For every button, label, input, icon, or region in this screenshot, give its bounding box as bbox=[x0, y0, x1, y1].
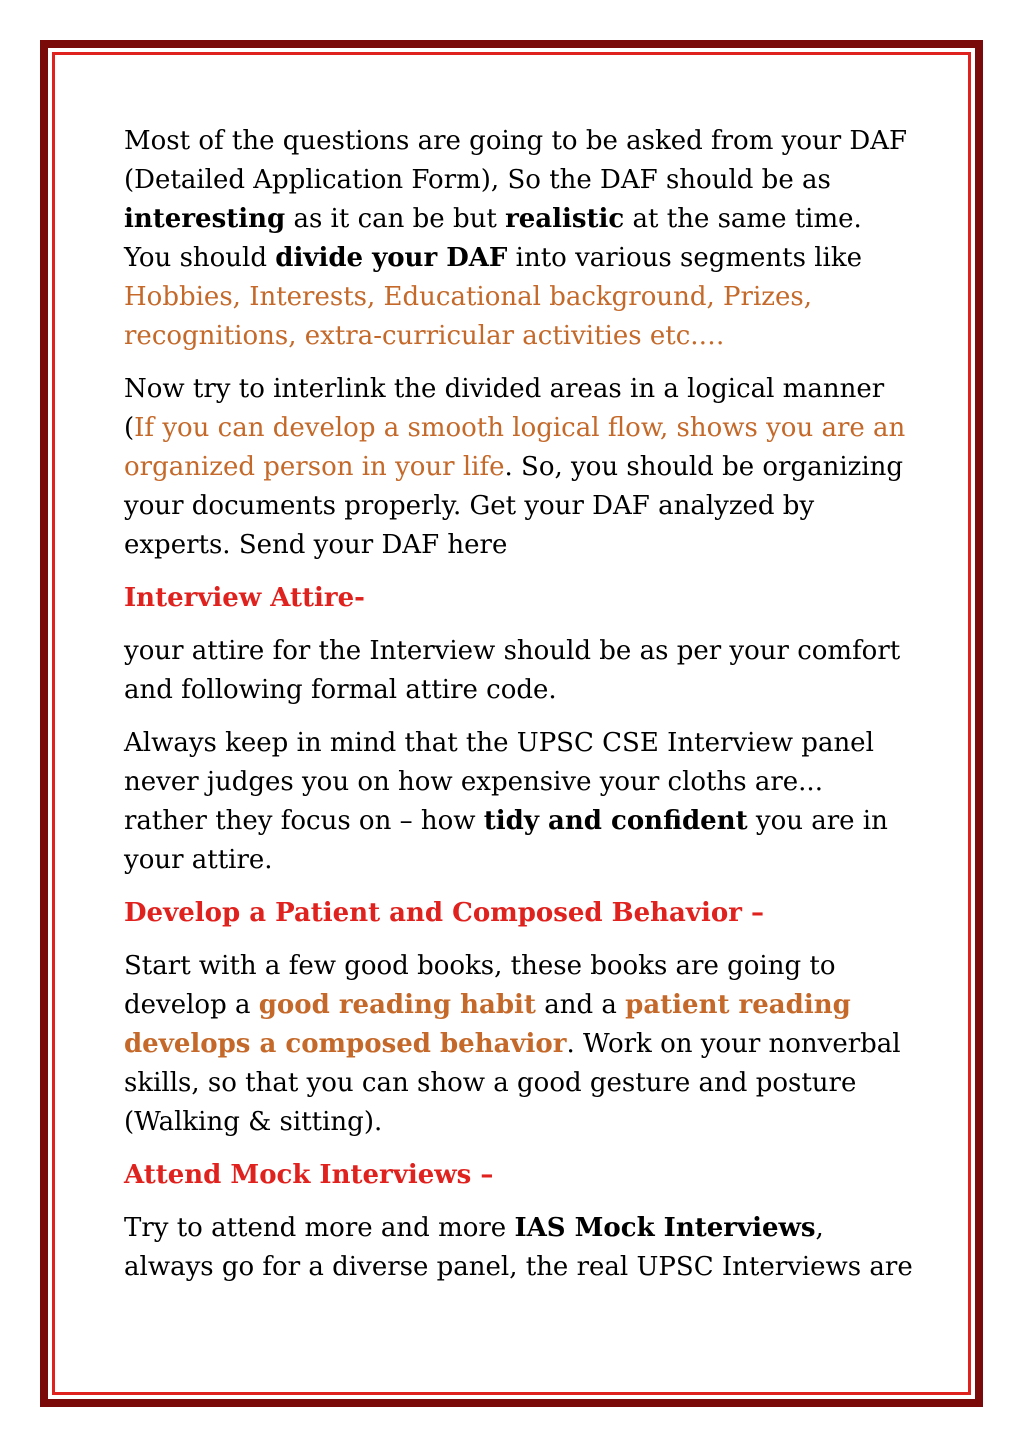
paragraph-daf-questions: Most of the questions are going to be asked from your DAF (Detailed Application Form), So the DAF should be as interesting as it can be but realistic at the same time. You should divide your DAF into various segments like Hobbies, Interests, Educational background, Prizes, recognitions, extra-curricular activities etc.… bbox=[124, 126, 908, 351]
bold-divide-daf: divide your DAF bbox=[275, 243, 508, 273]
bold-ias-mock: IAS Mock Interviews bbox=[514, 1213, 816, 1243]
document-body bbox=[124, 122, 914, 1301]
highlight-logical-flow: If you can develop a smooth logical flow, shows you are an organized person in your life bbox=[124, 413, 906, 482]
highlight-segments: Hobbies, Interests, Educational background, Prizes, recognitions, extra-curricular activities etc.… bbox=[124, 282, 812, 351]
highlight-composed-behavior: patient reading develops a composed behavior bbox=[124, 990, 851, 1059]
bold-realistic: realistic bbox=[505, 204, 625, 234]
heading-interview-attire: Interview Attire- bbox=[124, 583, 365, 613]
paragraph-mock-interviews: Try to attend more and more IAS Mock Interviews, always go for a diverse panel, the real UPSC Interviews are bbox=[124, 1213, 913, 1282]
bold-tidy-confident: tidy and confident bbox=[483, 806, 748, 836]
heading-patient-behavior: Develop a Patient and Composed Behavior – bbox=[124, 898, 764, 928]
paragraph-attire: your attire for the Interview should be as per your comfort and following formal attire code. bbox=[124, 636, 901, 705]
paragraph-reading-habit: Start with a few good books, these books are going to develop a good reading habit and a patient reading develops a composed behavior. Work on your nonverbal skills, so that you can show a good gesture and posture (Walking & sitting). bbox=[124, 951, 901, 1137]
paragraph-interlink: Now try to interlink the divided areas in a logical manner (If you can develop a smooth logical flow, shows you are an organized person in your life. So, you should be organizing your documents properly. Get your DAF analyzed by experts. Send your DAF here bbox=[124, 374, 906, 560]
heading-mock-interviews: Attend Mock Interviews – bbox=[124, 1160, 494, 1190]
paragraph-panel-judges: Always keep in mind that the UPSC CSE Interview panel never judges you on how expensive your cloths are... rather they focus on – how tidy and confident you are in your attire. bbox=[124, 728, 888, 875]
highlight-reading-habit: good reading habit bbox=[258, 990, 536, 1020]
bold-interesting: interesting bbox=[124, 204, 286, 234]
